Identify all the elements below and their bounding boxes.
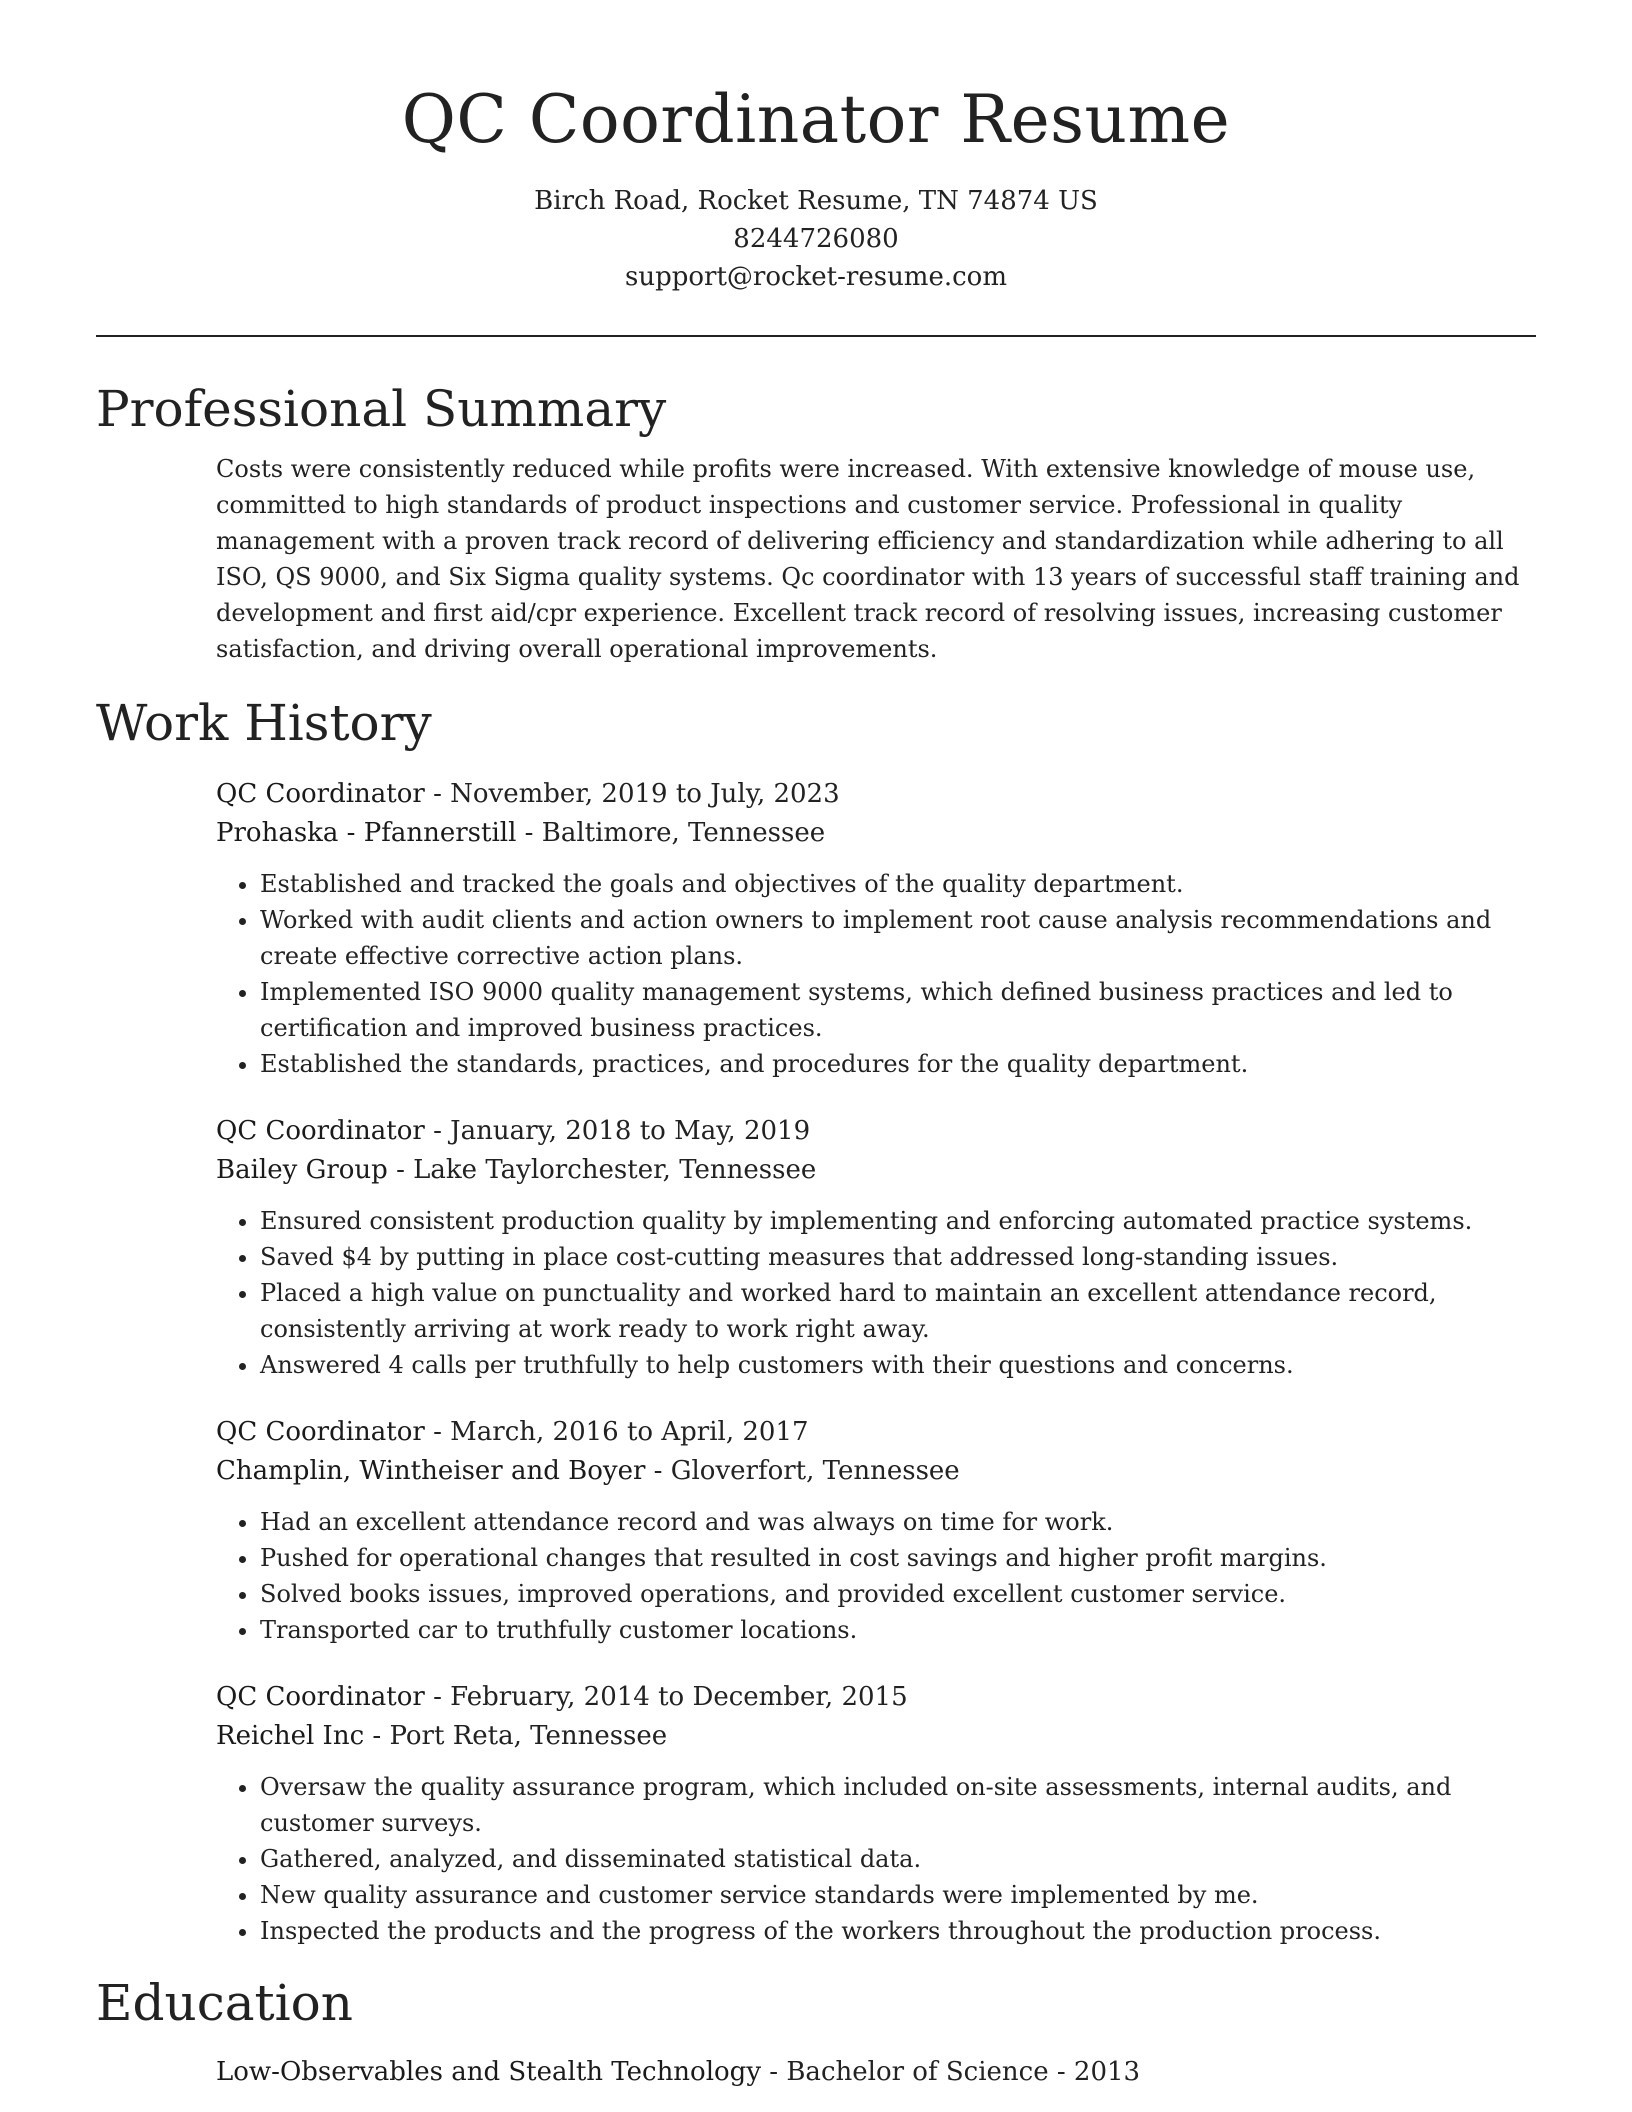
job-bullets xyxy=(216,1203,1536,1383)
job-company-line xyxy=(216,1452,1536,1491)
job-role: QC Coordinator xyxy=(216,1681,425,1712)
job-entry xyxy=(96,1112,1536,1383)
job-bullet: • Placed a high value on punctuality and worked hard to maintain an excellent attendance record, consistently arriving at work ready to work right away. xyxy=(260,1275,1536,1347)
job-entry xyxy=(96,1413,1536,1648)
job-bullet: • Oversaw the quality assurance program, which included on-site assessments, internal audits, and customer surveys. xyxy=(260,1769,1536,1841)
job-role: QC Coordinator xyxy=(216,1115,425,1146)
job-bullet: • Established the standards, practices, and procedures for the quality department. xyxy=(260,1046,1536,1082)
job-company-line xyxy=(216,814,1536,853)
job-company: Reichel Inc xyxy=(216,1720,365,1751)
education-heading: Education xyxy=(96,1973,353,2032)
job-company: Prohaska - Pfannerstill xyxy=(216,817,517,848)
job-role-line xyxy=(216,1678,1536,1717)
header-divider xyxy=(96,335,1536,337)
job-bullets xyxy=(216,1769,1536,1949)
job-company: Bailey Group xyxy=(216,1154,388,1185)
summary-paragraph: Costs were consistently reduced while profits were increased. With extensive knowledge of mouse use, committed to high standards of product inspections and customer service. Professional in quality management with a proven track record of delivering efficiency and standardization while adhering to all ISO, QS 9000, and Six Sigma quality systems. Qc coordinator with 13 years of successful staff training and development and first aid/cpr experience. Excellent track record of resolving issues, increasing customer satisfaction, and driving overall operational improvements. xyxy=(216,454,1520,663)
job-bullet: • New quality assurance and customer service standards were implemented by me. xyxy=(260,1877,1536,1913)
job-bullet: • Established and tracked the goals and objectives of the quality department. xyxy=(260,866,1536,902)
job-bullet: • Ensured consistent production quality by implementing and enforcing automated practice systems. xyxy=(260,1203,1536,1239)
phone-number: 8244726080 xyxy=(733,223,899,254)
address: Birch Road, Rocket Resume, TN 74874 US xyxy=(534,185,1098,216)
job-entry xyxy=(96,775,1536,1082)
job-company-line xyxy=(216,1151,1536,1190)
job-role: QC Coordinator xyxy=(216,1416,425,1447)
job-location: - Port Reta, Tennessee xyxy=(364,1720,668,1751)
job-location: - Gloverfort, Tennessee xyxy=(645,1455,960,1486)
job-location: - Lake Taylorchester, Tennessee xyxy=(387,1154,817,1185)
job-entry xyxy=(96,1678,1536,1949)
job-bullet: • Had an excellent attendance record and was always on time for work. xyxy=(260,1504,1536,1540)
job-bullet: • Saved $4 by putting in place cost-cutting measures that addressed long-standing issues. xyxy=(260,1239,1536,1275)
job-bullets xyxy=(216,1504,1536,1648)
job-bullet: • Pushed for operational changes that resulted in cost savings and higher profit margins. xyxy=(260,1540,1536,1576)
job-dates: - January, 2018 to May, 2019 xyxy=(424,1115,811,1146)
job-role-line xyxy=(216,775,1536,814)
job-bullet: • Gathered, analyzed, and disseminated statistical data. xyxy=(260,1841,1536,1877)
job-bullet: • Solved books issues, improved operations, and provided excellent customer service. xyxy=(260,1576,1536,1612)
resume-header xyxy=(96,0,1536,296)
education-field: Low-Observables and Stealth Technology xyxy=(216,2056,762,2087)
job-bullet: • Answered 4 calls per truthfully to help customers with their questions and concerns. xyxy=(260,1347,1536,1383)
summary-heading: Professional Summary xyxy=(96,379,667,438)
education-entry xyxy=(216,2053,1536,2092)
job-location: - Baltimore, Tennessee xyxy=(516,817,826,848)
job-dates: - February, 2014 to December, 2015 xyxy=(424,1681,908,1712)
job-bullet: • Implemented ISO 9000 quality management systems, which defined business practices and led to certification and improved business practices. xyxy=(260,974,1536,1046)
job-dates: - March, 2016 to April, 2017 xyxy=(424,1416,809,1447)
email-address: support@rocket-resume.com xyxy=(624,261,1007,292)
job-role: QC Coordinator xyxy=(216,778,425,809)
job-company-line xyxy=(216,1717,1536,1756)
job-bullet: • Worked with audit clients and action owners to implement root cause analysis recommendations and create effective corrective action plans. xyxy=(260,902,1536,974)
job-dates: - November, 2019 to July, 2023 xyxy=(424,778,840,809)
job-role-line xyxy=(216,1413,1536,1452)
job-role-line xyxy=(216,1112,1536,1151)
education-degree: - Bachelor of Science - 2013 xyxy=(761,2056,1141,2087)
resume-title: QC Coordinator Resume xyxy=(401,81,1231,158)
job-company: Champlin, Wintheiser and Boyer xyxy=(216,1455,646,1486)
job-bullet: • Inspected the products and the progress of the workers throughout the production process. xyxy=(260,1913,1536,1949)
work-history-heading: Work History xyxy=(96,693,432,752)
job-bullets xyxy=(216,866,1536,1082)
job-bullet: • Transported car to truthfully customer locations. xyxy=(260,1612,1536,1648)
